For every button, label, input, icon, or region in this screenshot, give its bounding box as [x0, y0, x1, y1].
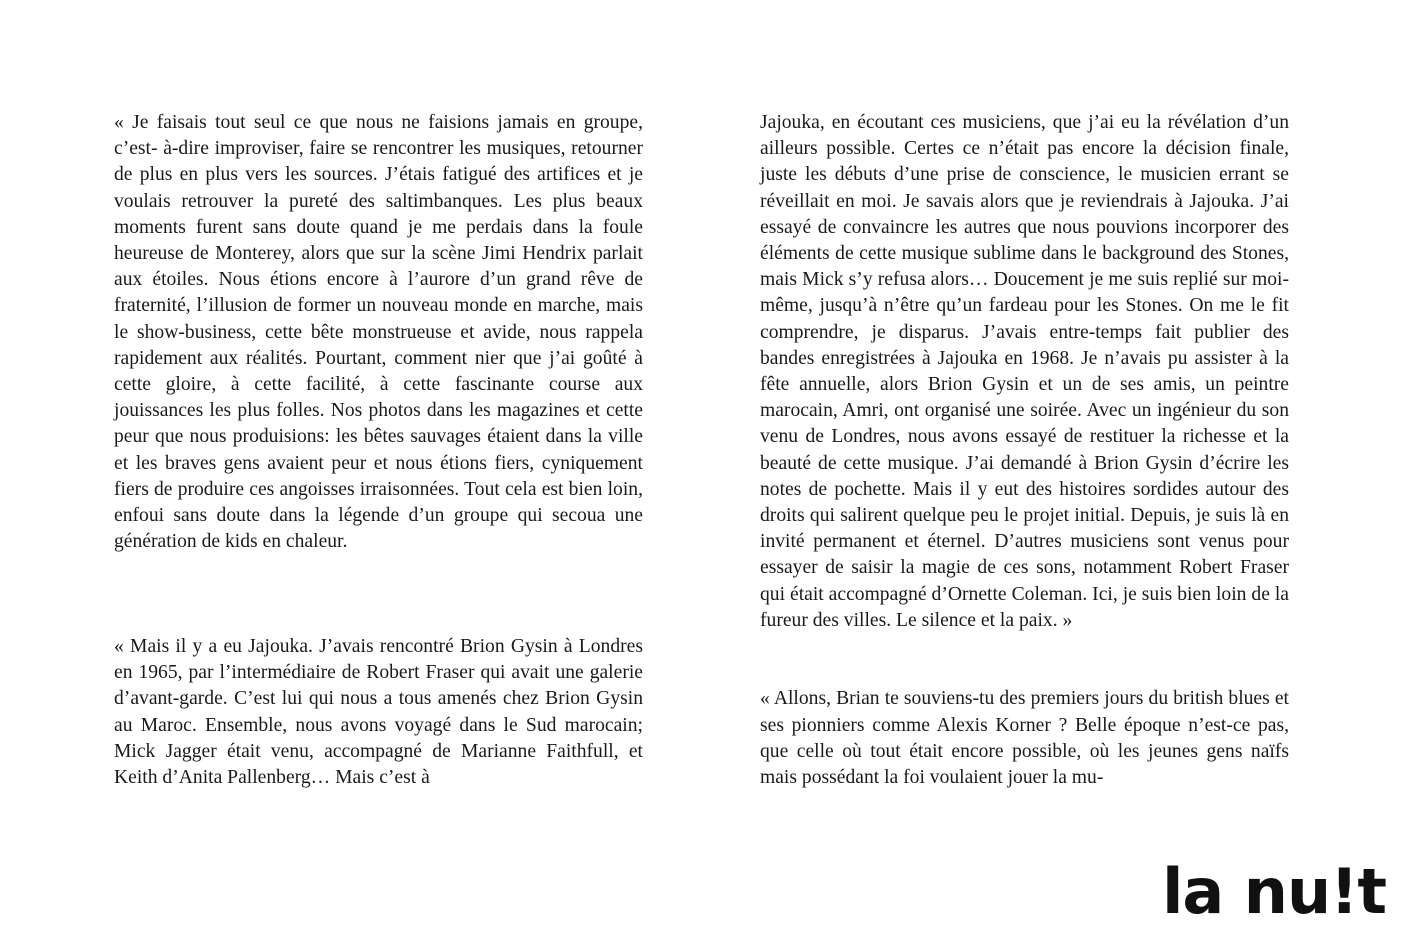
publisher-logo: la nu!t	[1162, 855, 1386, 928]
left-paragraph-1: « Je faisais tout seul ce que nous ne faisions jamais en groupe, c’est- à-dire improviser, faire se rencontrer les musiques, retourner de plus en plus vers les sources. J’étais fatigué des artifices et je voulais retrouver la pureté des saltimbanques. Les plus beaux moments furent sans doute quand je me perdais dans la foule heureuse de Monterey, alors que sur la scène Jimi Hendrix parlait aux étoiles. Nous étions encore à l’aurore d’un grand rêve de fraternité, l’illusion de former un nouveau monde en marche, mais le show-business, cette bête monstrueuse et avide, nous rappela rapidement aux réalités. Pourtant, comment nier que j’ai goûté à cette gloire, à cette facilité, à cette fascinante course aux jouissances les plus folles. Nos photos dans les magazines et cette peur que nous produisions: les bêtes sauvages étaient dans la ville et les braves gens avaient peur et nous étions fiers, cyniquement fiers de produire ces angoisses irraisonnées. Tout cela est bien loin, enfoui sans doute dans la légende d’un groupe qui secoua une génération de kids en chaleur.	[114, 112, 643, 553]
right-column	[760, 110, 1289, 791]
left-paragraph-2: « Mais il y a eu Jajouka. J’avais rencontré Brion Gysin à Londres en 1965, par l’intermédiaire de Robert Fraser qui avait une galerie d’avant-garde. C’est lui qui nous a tous amenés chez Brion Gysin au Maroc. Ensemble, nous avons voyagé dans le Sud marocain; Mick Jagger était venu, accompagné de Marianne Faithfull, et Keith d’Anita Pallenberg… Mais c’est à	[114, 636, 643, 789]
right-paragraph-2: « Allons, Brian te souviens-tu des premiers jours du british blues et ses pionniers comme Alexis Korner ? Belle époque n’est-ce pas, que celle où tout était encore possible, où les jeunes gens naïfs mais possédant la foi voulaient jouer la mu-	[760, 688, 1289, 789]
right-paragraph-1: Jajouka, en écoutant ces musiciens, que j’ai eu la révélation d’un ailleurs possible. Certes ce n’était pas encore la décision finale, juste les débuts d’une prise de conscience, le musicien errant se réveillait en moi. Je savais alors que je reviendrais à Jajouka. J’ai essayé de convaincre les autres que nous pouvions incorporer des éléments de cette musique sublime dans le background des Stones, mais Mick s’y refusa alors… Doucement je me suis replié sur moi-même, jusqu’à n’être qu’un fardeau pour les Stones. On me le fit comprendre, je disparus. J’avais entre-temps fait publier des bandes enregistrées à Jajouka en 1968. Je n’avais pu assister à la fête annuelle, alors Brion Gysin et un de ses amis, un peintre marocain, Amri, ont organisé une soirée. Avec un ingénieur du son venu de Londres, nous avons essayé de restituer la richesse et la beauté de cette musique. J’ai demandé à Brion Gysin d’écrire les notes de pochette. Mais il y eut des histoires sordides autour des droits qui salirent quelque peu le projet initial. Depuis, je suis là en invité permanent et éternel. D’autres musiciens sont venus pour essayer de saisir la magie de ces sons, notamment Robert Fraser qui était accompagné d’Ornette Coleman. Ici, je suis bien loin de la fureur des villes. Le silence et la paix. »	[760, 112, 1289, 631]
left-column	[114, 110, 643, 791]
